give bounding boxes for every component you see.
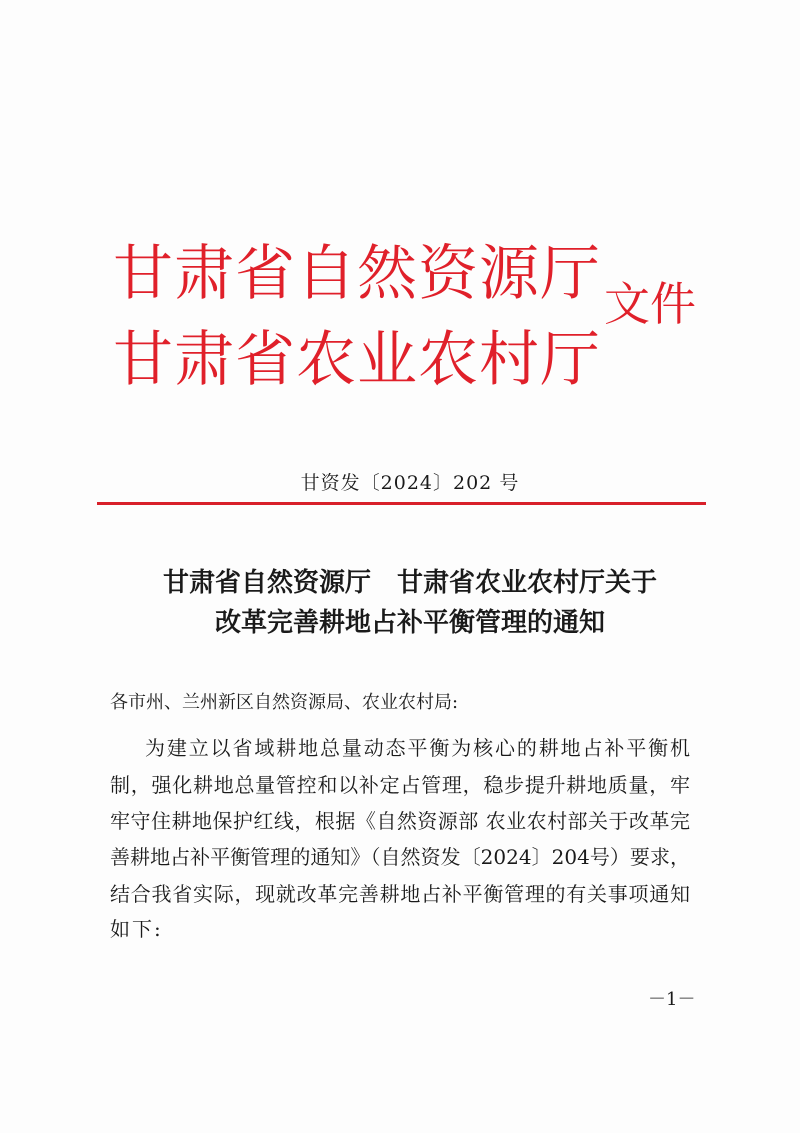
page-number: －1－ [648, 989, 696, 1010]
body-line: 牢守住耕地保护红线，根据《自然资源部 农业农村部关于改革完 [110, 809, 690, 833]
document-number: 甘资发〔2024〕202 号 [300, 472, 520, 494]
body-line: 制，强化耕地总量管控和以补定占管理，稳步提升耕地质量，牢 [110, 773, 690, 797]
title-line-2: 改革完善耕地占补平衡管理的通知 [214, 608, 605, 638]
salutation: 各市州、兰州新区自然资源局、农业农村局: [110, 692, 459, 713]
body-line: 为建立以省域耕地总量动态平衡为核心的耕地占补平衡机 [145, 736, 690, 760]
title-line-1: 甘肃省自然资源厅 甘肃省农业农村厅关于 [162, 568, 657, 598]
issuer-line-2: 甘肃省农业农村厅 [113, 325, 601, 395]
body-line: 如下: [110, 917, 163, 941]
document-label: 文件 [604, 277, 696, 331]
issuer-line-1: 甘肃省自然资源厅 [113, 239, 601, 309]
body-line: 善耕地占补平衡管理的通知》（自然资发〔2024〕204号）要求， [110, 845, 690, 869]
body-line: 结合我省实际，现就改革完善耕地占补平衡管理的有关事项通知 [110, 882, 690, 906]
red-divider [97, 502, 706, 505]
